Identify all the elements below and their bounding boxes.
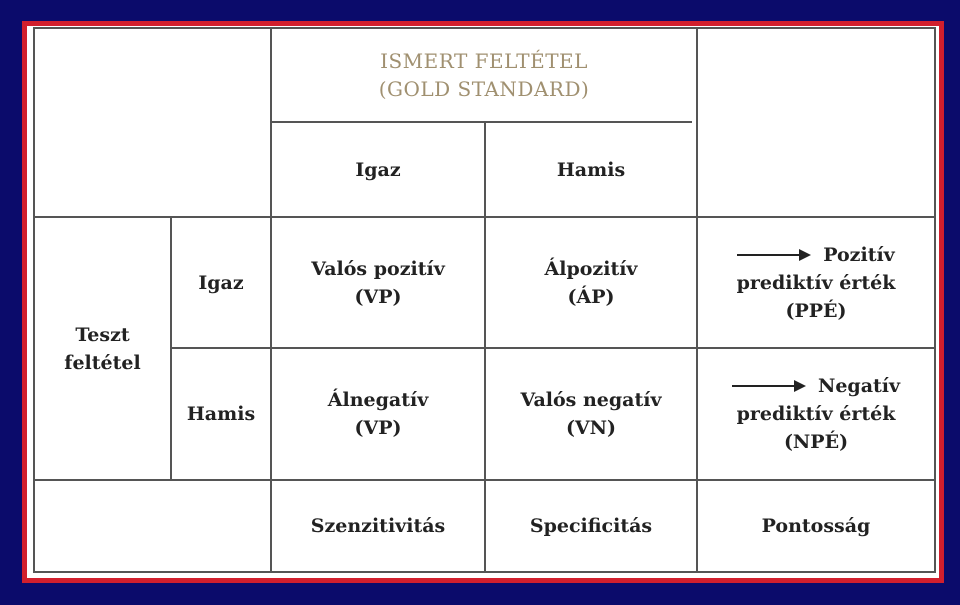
positive-predictive-value-cell: Pozitív prediktív érték (PPÉ) (736, 243, 896, 322)
gold-standard-title: ISMERT FELTÉTEL (380, 49, 588, 73)
sensitivity-cell: Szenzitivitás (310, 515, 446, 537)
specificity-cell: Specificitás (529, 515, 653, 537)
false-positive-cell: Álpozitív (ÁP) (544, 257, 638, 308)
row-header-false: Hamis (186, 403, 256, 425)
arrow-right-icon (732, 385, 804, 387)
column-header-true: Igaz (355, 158, 401, 181)
grid-line-right (934, 27, 936, 573)
gold-standard-subtitle: (GOLD STANDARD) (378, 77, 590, 101)
negative-predictive-value-cell: Negatív prediktív érték (NPÉ) (698, 349, 934, 479)
arrow-right-icon (737, 254, 809, 256)
false-negative-cell: Álnegatív (VP) (327, 389, 429, 439)
test-condition-label: Teszt feltétel (64, 323, 141, 374)
true-negative-cell: Valós negatív (VN) (520, 389, 662, 439)
true-positive-cell: Valós pozitív (VP) (311, 257, 445, 308)
accuracy-cell: Pontosság (761, 515, 871, 537)
row-header-true: Igaz (198, 271, 244, 294)
gold-standard-header (272, 29, 696, 121)
column-header-false: Hamis (556, 158, 626, 181)
